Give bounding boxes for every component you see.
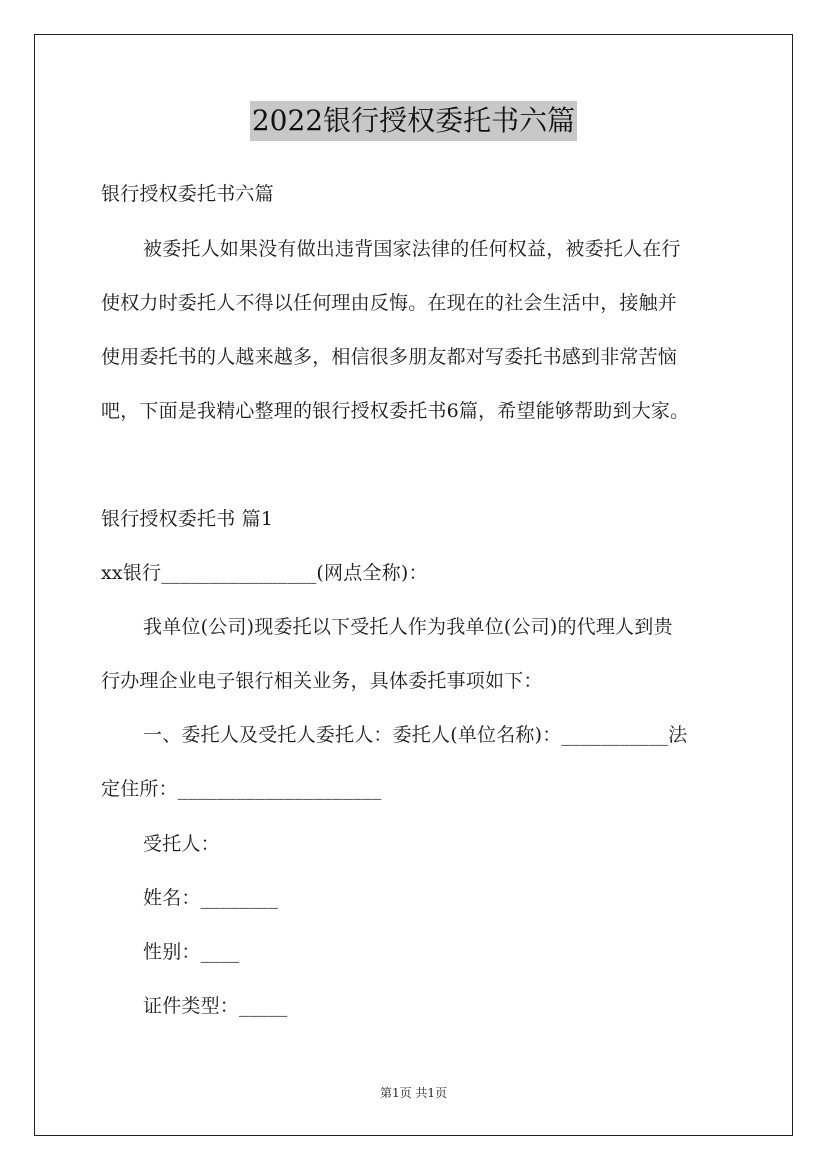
field-trustee: 受托人： xyxy=(143,833,220,855)
body-line: 行办理企业电子银行相关业务，具体委托事项如下： xyxy=(101,670,543,692)
title-container xyxy=(0,101,827,141)
subtitle: 银行授权委托书六篇 xyxy=(101,183,274,205)
section-heading: 银行授权委托书 篇1 xyxy=(101,508,274,530)
intro-line: 使用委托书的人越来越多，相信很多朋友都对写委托书感到非常苦恼 xyxy=(101,346,678,368)
field-id-type: 证件类型：_____ xyxy=(143,995,288,1017)
body-line: 定住所：_____________________ xyxy=(101,778,382,800)
field-name: 姓名：________ xyxy=(143,887,279,909)
page-footer: 第1页 共1页 xyxy=(379,1086,448,1100)
field-gender: 性别：____ xyxy=(143,941,240,963)
document-title: 2022银行授权委托书六篇 xyxy=(250,101,577,141)
intro-line: 吧，下面是我精心整理的银行授权委托书6篇，希望能够帮助到大家。 xyxy=(101,400,690,422)
body-line: 我单位(公司)现委托以下受托人作为我单位(公司)的代理人到贵 xyxy=(143,616,673,638)
intro-line: 被委托人如果没有做出违背国家法律的任何权益，被委托人在行 xyxy=(143,238,681,260)
address-line: xx银行________________(网点全称)： xyxy=(101,562,428,584)
intro-line: 使权力时委托人不得以任何理由反悔。在现在的社会生活中，接触并 xyxy=(101,292,678,314)
body-line: 一、委托人及受托人委托人：委托人(单位名称)：___________法 xyxy=(143,724,688,746)
